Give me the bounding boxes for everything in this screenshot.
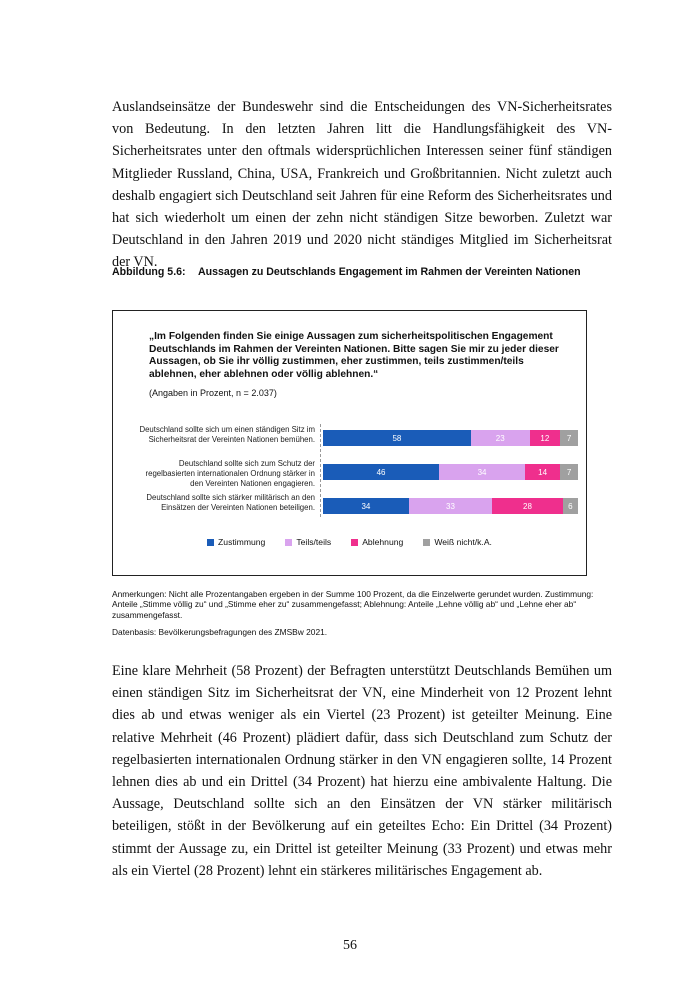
legend-label: Weiß nicht/k.A. [434, 537, 492, 547]
figure-notes [112, 589, 612, 638]
chart-axis-line [320, 424, 322, 517]
row-label-1: Deutschland sollte sich um einen ständigen Sitz im Sicherheitsrat der Vereinten Nationen bemühen. [139, 425, 315, 444]
notes-datenbasis: Datenbasis: Bevölkerungsbefragungen des ZMSBw 2021. [112, 627, 328, 638]
bar-segment-wei-nicht-k-a-row-3: 6 [563, 498, 578, 514]
bar-segment-ablehnung-row-1: 12 [530, 430, 561, 446]
bar-row-1 [323, 430, 578, 446]
bar-segment-wei-nicht-k-a-row-1: 7 [560, 430, 578, 446]
legend-swatch [285, 539, 292, 546]
page-number: 56 [343, 938, 357, 953]
row-label-3: Deutschland sollte sich stärker militärisch an den Einsätzen der Vereinten Nationen beteiligen. [146, 493, 315, 512]
bar-segment-zustimmung-row-1: 58 [323, 430, 471, 446]
chart-subtitle: (Angaben in Prozent, n = 2.037) [149, 388, 277, 398]
bar-segment-ablehnung-row-3: 28 [492, 498, 563, 514]
chart-question: „Im Folgenden finden Sie einige Aussagen zum sicherheitspolitischen Engagement Deutschlands im Rahmen der Vereinten Nationen. Bitte sagen Sie mir zu jeder dieser Aussagen, ob Sie ihr völlig zustimmen, eher zustimmen, teils zustimmen/teils ablehnen, eher ablehnen oder völlig ablehnen.“ [149, 331, 559, 380]
legend-item-ablehnung [351, 537, 403, 547]
body-paragraph-bottom: Eine klare Mehrheit (58 Prozent) der Befragten unterstützt Deutschlands Bemühen um einen ständigen Sitz im Sicherheitsrat der VN, eine Minderheit von 12 Prozent lehnt dies ab und etwas weniger als ein Viertel (23 Prozent) ist geteilter Meinung. Eine relative Mehrheit (46 Prozent) plädiert dafür, dass sich Deutschland zum Schutz der regelbasierten internationalen Ordnung stärker in den VN engagieren sollte, 14 Prozent lehnen dies ab und ein Drittel (34 Prozent) hat hierzu eine ambivalente Haltung. Die Aussage, Deutschland sollte sich an den Einsätzen der VN stärker militärisch beteiligen, stößt in der Bevölkerung auf ein geteiltes Echo: Ein Drittel (34 Prozent) stimmt der Aussage zu, ein Drittel ist geteilter Meinung (33 Prozent) und etwas mehr als ein Viertel (28 Prozent) lehnt ein stärkeres militärisches Engagement ab. [112, 663, 612, 879]
figure-label: Abbildung 5.6: [112, 266, 186, 278]
bar-segment-wei-nicht-k-a-row-2: 7 [560, 464, 578, 480]
legend-swatch [351, 539, 358, 546]
legend-swatch [423, 539, 430, 546]
legend-label: Ablehnung [362, 537, 404, 547]
body-paragraph-top: Auslandseinsätze der Bundeswehr sind die Entscheidungen des VN-Sicherheitsrates von Bedeutung. In den letzten Jahren litt die Handlungsfähigkeit des VN-Sicherheitsrates unter den oftmals widersprüchlichen Interessen seiner fünf ständigen Mitglieder Russland, China, USA, Frankreich und Großbritannien. Nicht zuletzt auch deshalb engagiert sich Deutschland seit Jahren für eine Reform des Sicherheitsrates und hat sich wiederholt um einen der zehn nicht ständigen Sitze beworben. Zuletzt war Deutschland in den Jahren 2019 und 2020 nicht ständiges Mitglied im Sicherheitsrat der VN. [112, 99, 612, 271]
figure-title: Aussagen zu Deutschlands Engagement im Rahmen der Vereinten Nationen [198, 266, 581, 278]
legend-item-weiss-nicht [423, 537, 492, 547]
legend-label: Zustimmung [218, 537, 266, 547]
chart-figure [112, 310, 587, 576]
legend-item-teils [285, 537, 331, 547]
legend-item-zustimmung [207, 537, 265, 547]
chart-legend [113, 537, 586, 547]
bar-segment-teils-teils-row-1: 23 [471, 430, 530, 446]
bar-segment-zustimmung-row-3: 34 [323, 498, 409, 514]
row-label-2: Deutschland sollte sich zum Schutz der regelbasierten internationalen Ordnung stärker in den Vereinten Nationen engagieren. [145, 459, 315, 488]
legend-label: Teils/teils [296, 537, 332, 547]
bar-row-2 [323, 464, 578, 480]
bar-segment-ablehnung-row-2: 14 [525, 464, 560, 480]
bar-segment-teils-teils-row-2: 34 [439, 464, 525, 480]
notes-anmerkungen: Anmerkungen: Nicht alle Prozentangaben ergeben in der Summe 100 Prozent, da die Einzelwerte gerundet wurden. Zustimmung: Anteile „Stimme völlig zu“ und „Stimme eher zu“ zusammengefasst; Ablehnung: Anteile „Lehne völlig ab“ und „Lehne eher ab“ zusammengefasst. [112, 589, 594, 620]
bar-segment-teils-teils-row-3: 33 [409, 498, 492, 514]
bar-segment-zustimmung-row-2: 46 [323, 464, 439, 480]
bar-row-3 [323, 498, 578, 514]
legend-swatch [207, 539, 214, 546]
